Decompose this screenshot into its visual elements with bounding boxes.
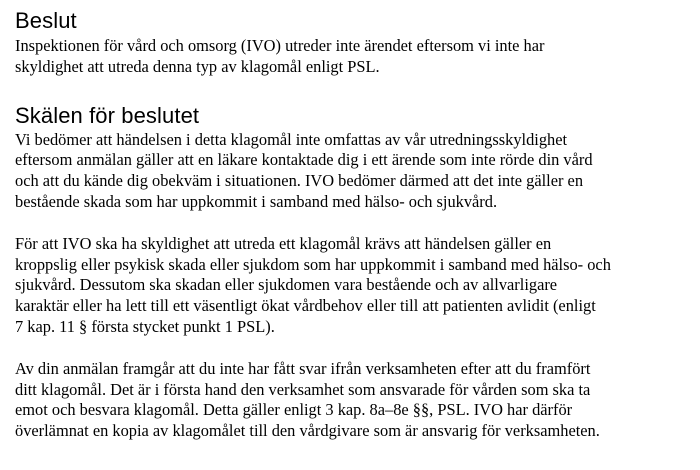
document-body xyxy=(15,8,695,442)
text-line: emot och besvara klagomål. Detta gäller enligt 3 kap. 8a–8e §§, PSL. IVO har därför xyxy=(15,400,573,420)
text-line: För att IVO ska ha skyldighet att utreda ett klagomål krävs att händelsen gäller en xyxy=(15,233,552,253)
text-line: överlämnat en kopia av klagomålet till den vårdgivare som är ansvarig för verksamheten. xyxy=(15,421,600,441)
text-line: Inspektionen för vård och omsorg (IVO) utreder inte ärendet eftersom vi inte har xyxy=(15,36,545,55)
text-line: 7 kap. 11 § första stycket punkt 1 PSL). xyxy=(15,316,275,336)
skalen-paragraph-1 xyxy=(15,130,695,213)
text-line: kroppslig eller psykisk skada eller sjukdom som har uppkommit i samband med hälso- och xyxy=(15,254,611,274)
text-line: karaktär eller ha lett till ett väsentligt ökat vårdbehov eller till att patienten avlidit (enligt xyxy=(15,296,596,316)
text-line: och att du kände dig obekväm i situationen. IVO bedömer därmed att det inte gäller en xyxy=(15,171,584,191)
text-line: Av din anmälan framgår att du inte har fått svar ifrån verksamheten efter att du framfört xyxy=(15,358,591,378)
skalen-paragraph-2 xyxy=(15,234,695,338)
text-line: skyldighet att utreda denna typ av klagomål enligt PSL. xyxy=(15,56,380,76)
text-line: bestående skada som har uppkommit i samband med hälso- och sjukvård. xyxy=(15,191,498,211)
skalen-paragraph-3 xyxy=(15,359,695,442)
section-heading-beslut: Beslut xyxy=(15,8,77,33)
text-line: eftersom anmälan gäller att en läkare kontaktade dig i ett ärende som inte rörde din vård xyxy=(15,150,593,170)
beslut-paragraph xyxy=(15,36,695,78)
text-line: sjukvård. Dessutom ska skadan eller sjukdomen vara bestående och av allvarligare xyxy=(15,275,558,295)
text-line: ditt klagomål. Det är i första hand den verksamhet som ansvarade för vården som ska ta xyxy=(15,379,591,399)
section-heading-skalen: Skälen för beslutet xyxy=(15,102,200,128)
text-line: Vi bedömer att händelsen i detta klagomål inte omfattas av vår utredningsskyldighet xyxy=(15,129,568,149)
